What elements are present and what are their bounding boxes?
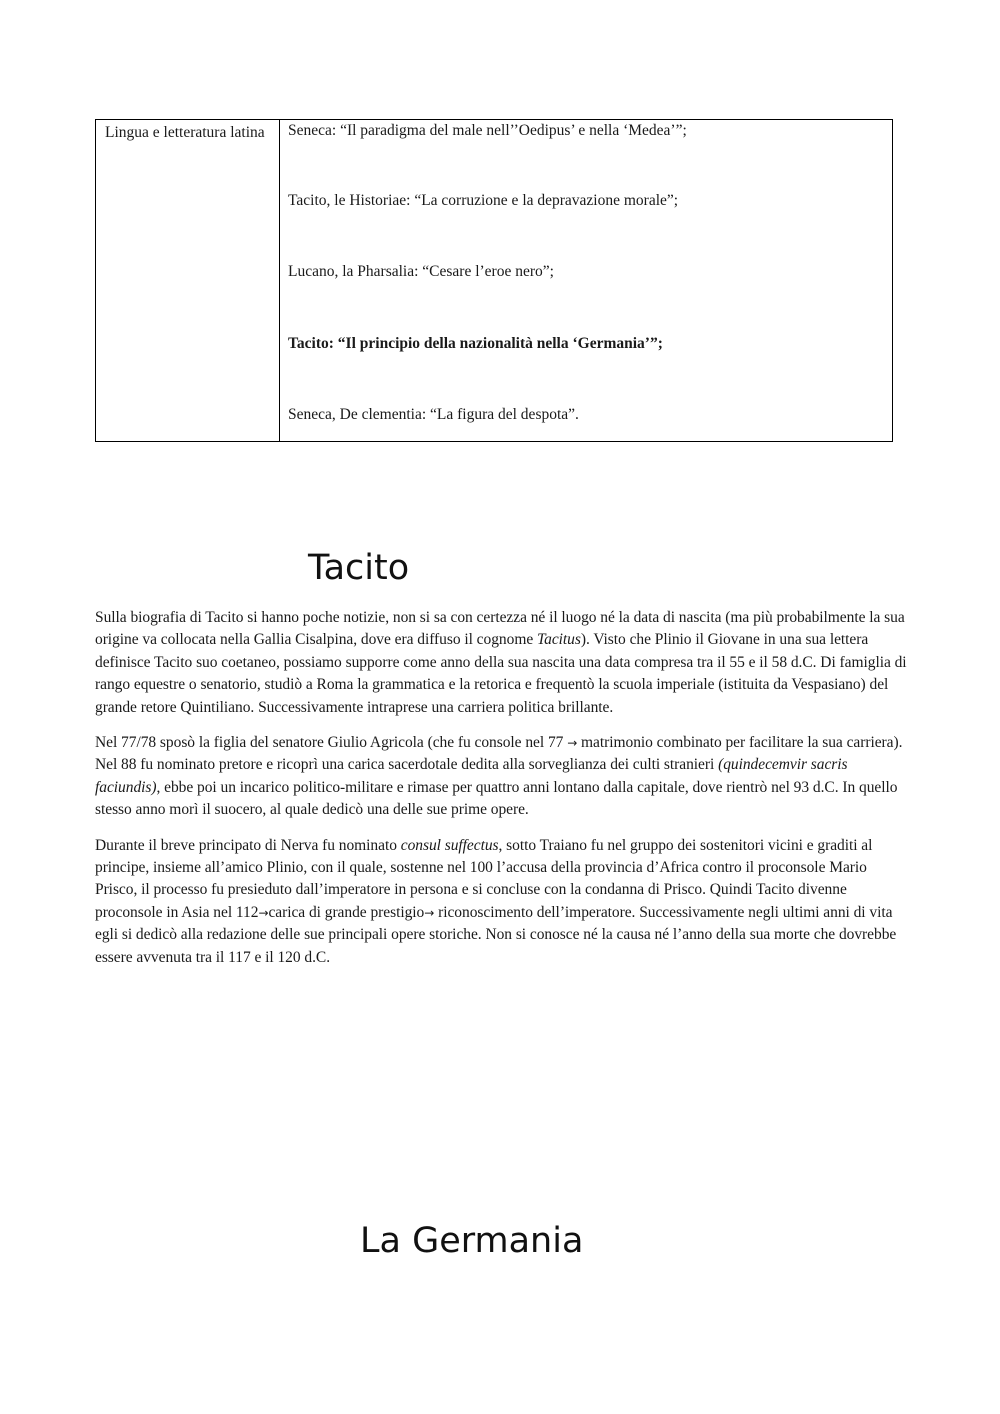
italic-text: (quindecemvir sacris faciundis) [95,756,848,796]
text-run: Nel 77/78 sposò la figlia del senatore Giulio Agricola (che fu console nel 77 [95,734,568,752]
text-run: , sotto Traiano fu nel gruppo dei sostenitori vicini e graditi al principe, insieme all’amico Plinio, con il quale, sostenne nel 100 l’accusa della provincia d’Africa contro il proconsole Mario Prisco, il processo fu presieduto dall’imperatore in persona e si concluse con la condanna di Prisco. Quindi Tacito divenne proconsole in Asia nel 112 [95,836,873,921]
paragraph [95,607,910,719]
text-run: ). Visto che Plinio il Giovane in una sua lettera definisce Tacito suo coetaneo, possiamo supporre come anno della sua nascita una data compresa tra il 55 e il 58 d.C. Di famiglia di rango equestre o senatorio, studiò a Roma la grammatica e la retorica e frequentò la scuola imperiale (istituita da Vespasiano) del grande retore Quintiliano. Successivamente intraprese una carriera politica brillante. [95,631,907,716]
section-heading-germania: La Germania [360,1221,584,1261]
syllabus-table [95,119,893,442]
text-run: Durante il breve principato di Nerva fu nominato [95,836,401,854]
table-row [96,120,893,442]
paragraph [95,835,910,969]
text-run: riconoscimento dell’imperatore. Successivamente negli ultimi anni di vita egli si dedicò alla redazione delle sue principali opere storiche. Non si conosce né la causa né l’anno della sua morte che dovrebbe essere avvenuta tra il 117 e il 120 d.C. [95,903,897,966]
subject-cell: Lingua e letteratura latina [96,120,280,442]
italic-text: Tacitus [536,631,581,649]
section-heading-tacito: Tacito [308,548,410,588]
paragraph [95,732,910,822]
italic-text: consul suffectus [400,836,499,854]
topic-item: Seneca: “Il paradigma del male nell’’Oedipus’ e nella ‘Medea’”; [288,122,687,139]
text-run: , ebbe poi un incarico politico-militare e rimase per quattro anni lontano dalla capitale, dove rientrò nel 93 d.C. In quello stesso anno morì il suocero, al quale dedicò una delle sue prime opere. [95,778,898,819]
text-run: Sulla biografia di Tacito si hanno poche notizie, non si sa con certezza né il luogo né la data di nascita (ma più probabilmente la sua origine va collocata nella Gallia Cisalpina, dove era diffuso il cognome [95,609,905,649]
text-run: matrimonio combinato per facilitare la sua carriera). Nel 88 fu nominato pretore e ricoprì una carica sacerdotale dedita alla sorveglianza dei culti stranieri [95,734,903,774]
arrow-icon: → [567,736,578,751]
arrow-icon: → [424,905,435,920]
topic-item: Lucano, la Pharsalia: “Cesare l’eroe nero”; [288,263,554,280]
topic-item: Seneca, De clementia: “La figura del despota”. [288,406,579,423]
topic-item: Tacito, le Historiae: “La corruzione e la depravazione morale”; [288,192,679,209]
topics-cell [280,120,893,442]
arrow-icon: → [258,905,269,920]
topic-item: Tacito: “Il principio della nazionalità nella ‘Germania’”; [288,335,663,352]
text-run: carica di grande prestigio [268,903,425,921]
biography-text [95,607,910,969]
